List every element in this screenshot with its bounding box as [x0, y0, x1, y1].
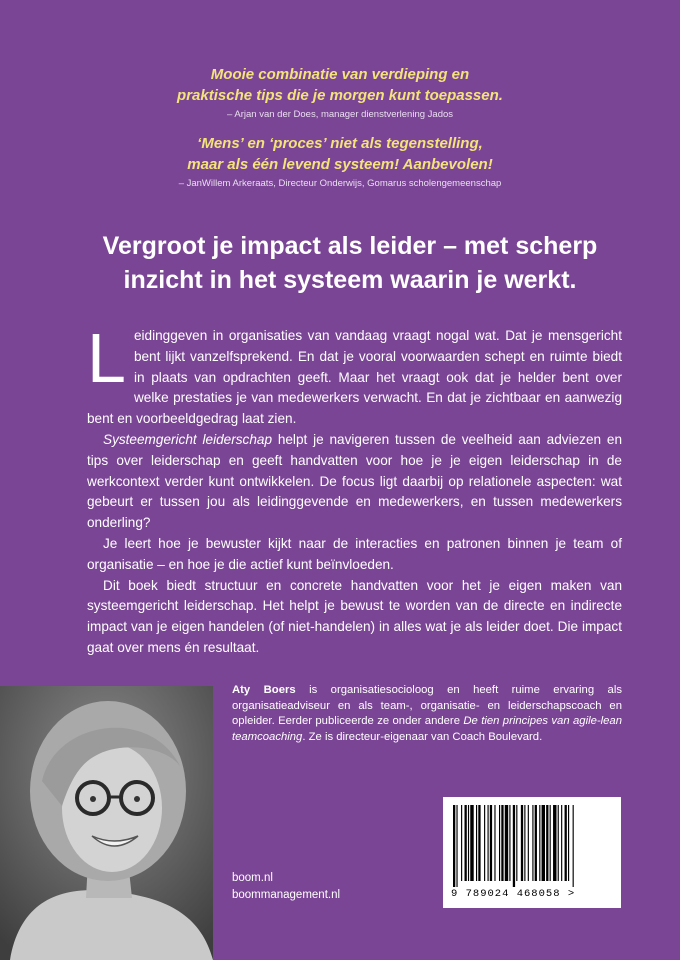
barcode-bar [488, 805, 489, 881]
endorsement-2-line1: ‘Mens’ en ‘proces’ niet als tegenstelling, [197, 135, 483, 152]
barcode-bar [456, 805, 457, 887]
barcode-bar [550, 805, 551, 881]
barcode-bar [513, 805, 515, 887]
barcode-bar [558, 805, 559, 881]
endorsements [0, 64, 680, 202]
barcode-bar [468, 805, 469, 881]
link-boom[interactable]: boom.nl [232, 872, 273, 884]
endorsement-1 [0, 64, 680, 121]
barcode-bar [478, 805, 480, 881]
barcode-bar [546, 805, 548, 881]
barcode-bar [470, 805, 473, 881]
blurb-paragraph-3: Je leert hoe je bewuster kijkt naar de interacties en patronen binnen je team of organisatie – en hoe je die actief kunt beïnvloeden. [87, 535, 622, 572]
barcode-bar [505, 805, 508, 881]
blurb-paragraph-2-text: helpt je navigeren tussen de veelheid aan adviezen en tips over leiderschap en geeft handvatten voor hoe je je eigen leiderschap in de werkcontext verder kunt ontwikkelen. De focus ligt daarbij op relationele aspecten: wat gebeurt er tussen jou als leidinggevende en medewerkers, en tussen medewerkers onderling? [87, 431, 623, 531]
endorsement-1-author: – Arjan van der Does, manager dienstverlening Jados [226, 109, 454, 120]
endorsement-1-line1: Mooie combinatie van verdieping en [210, 66, 470, 83]
barcode-bar [542, 805, 545, 881]
blurb [87, 319, 623, 659]
blurb-paragraph-4: Dit boek biedt structuur en concrete handvatten voor het je eigen maken van systeemgericht leiderschap. Het helpt je bewust te worden van de directe en indirecte impact van je eigen handelen (of niet-handelen) in alles wat je als leider doet. Die impact gaat over mens én resultaat. [87, 577, 622, 655]
barcode-bar [453, 805, 455, 887]
endorsement-2-line2: maar als één levend systeem! Aanbevolen! [187, 156, 493, 173]
isbn-number: 9 789024 468058 > [451, 888, 576, 900]
barcode-bar [509, 805, 510, 881]
headline [70, 229, 630, 297]
barcode-bar [561, 805, 562, 881]
barcode-bar [565, 805, 567, 881]
barcode-bar [524, 805, 525, 881]
barcode-bar [573, 805, 574, 887]
barcode-bar [535, 805, 537, 881]
barcode-bar [539, 805, 540, 881]
author-bio-text-2: . Ze is directeur-eigenaar van Coach Boulevard. [302, 730, 543, 743]
endorsement-1-line2: praktische tips die je morgen kunt toepassen. [177, 87, 503, 104]
publisher-links [232, 870, 340, 904]
barcode-bar [465, 805, 467, 881]
author-bio-text-1: is organisatiesocioloog en heeft ruime ervaring als organisatieadviseur en als team-, organisatie- en leiderschapscoach en opleider. Eerder publiceerde ze onder andere [232, 684, 622, 728]
barcode-bar [528, 805, 529, 881]
author-bio [232, 683, 622, 745]
barcode-bar [490, 805, 492, 881]
barcode-bar [461, 805, 462, 881]
author-photo [0, 686, 213, 960]
barcode-bar [499, 805, 500, 881]
barcode-bar [501, 805, 503, 881]
blurb-paragraph-2 [87, 430, 622, 534]
drop-cap: L [87, 319, 126, 397]
barcode-bar [521, 805, 523, 881]
author-portrait-illustration [0, 686, 213, 960]
barcode-bar [494, 805, 495, 881]
barcode-bar [484, 805, 485, 881]
author-previous-book: De tien principes van agile-lean teamcoaching [232, 715, 622, 743]
headline-line2: inzicht in het systeem waarin je werkt. [123, 266, 577, 294]
barcode-bar [532, 805, 533, 881]
blurb-paragraph-1-text: eidinggeven in organisaties van vandaag vraagt nogal wat. Dat je mensgericht bent lijkt vanzelfsprekend. En dat je vooral voorwaarden schept en ruimte biedt in plaats van opdrachten geeft. Maar het vraagt ook dat je helder bent over welke prestaties je van medewerkers verwacht. En dat je zichtbaar en aanwezig bent en voorbeeldgedrag laat zien. [87, 328, 622, 427]
endorsement-2 [0, 133, 680, 190]
endorsement-2-author: – JanWillem Arkeraats, Directeur Onderwijs, Gomarus scholengemeenschap [178, 178, 502, 189]
barcode-bar [476, 805, 477, 881]
link-boommanagement[interactable]: boommanagement.nl [232, 889, 341, 901]
book-title: Systeemgericht leiderschap [103, 431, 273, 447]
headline-line1: Vergroot je impact als leider – met scherp [102, 232, 598, 260]
author-name: Aty Boers [232, 684, 296, 696]
barcode-bar [568, 805, 569, 881]
barcode-bar [516, 805, 517, 881]
blurb-paragraph-1 [87, 319, 622, 430]
barcode-bar [553, 805, 556, 881]
